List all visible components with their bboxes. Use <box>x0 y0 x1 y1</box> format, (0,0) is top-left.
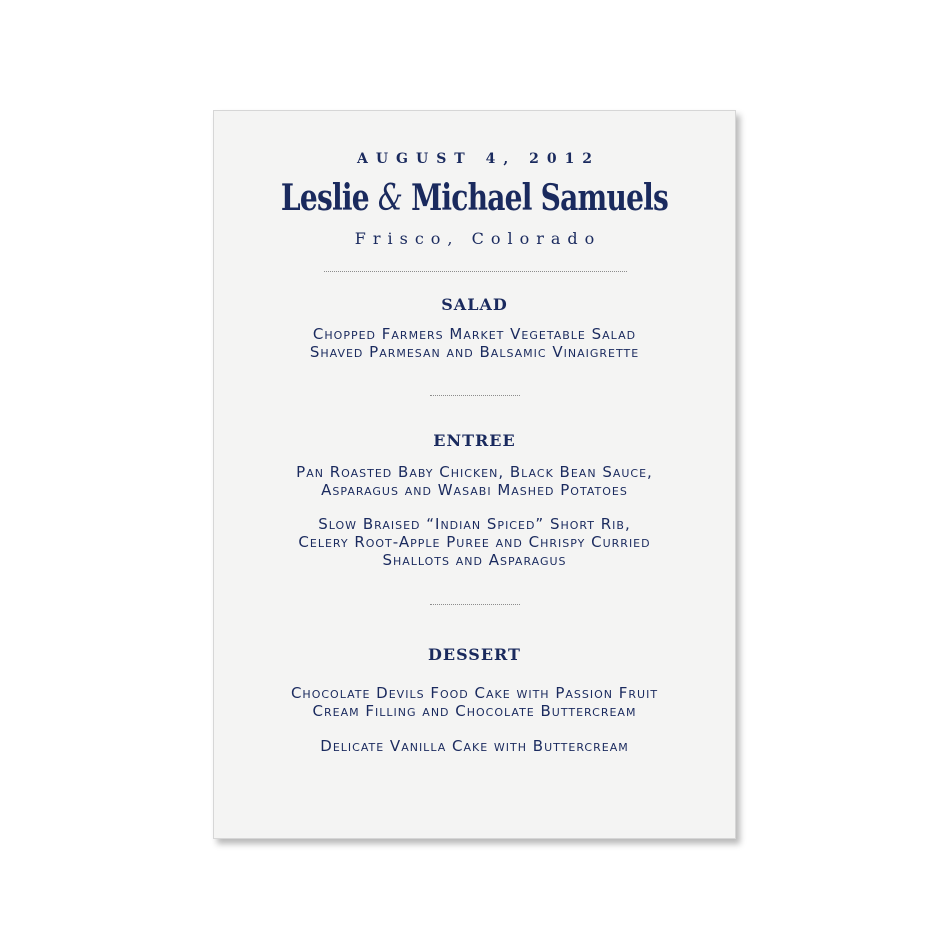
section-divider <box>430 395 520 396</box>
section-heading-entree: ENTREE <box>433 431 516 450</box>
name-rest: Michael Samuels <box>411 177 669 219</box>
section-divider <box>430 604 520 605</box>
menu-item-vanilla-cake: Delicate Vanilla Cake with Buttercream <box>320 737 629 755</box>
couple-names <box>271 175 677 222</box>
menu-card <box>213 110 736 839</box>
section-heading-salad: SALAD <box>441 295 508 314</box>
menu-item-chicken: Pan Roasted Baby Chicken, Black Bean Sauce, Asparagus and Wasabi Mashed Potatoes <box>296 463 653 499</box>
ampersand: & <box>377 178 403 219</box>
name-first: Leslie <box>280 177 369 219</box>
event-location: Frisco, Colorado <box>354 229 602 248</box>
menu-item-salad: Chopped Farmers Market Vegetable Salad Shaved Parmesan and Balsamic Vinaigrette <box>309 325 640 361</box>
event-date: AUGUST 4, 2012 <box>356 151 601 167</box>
menu-item-chocolate-cake: Chocolate Devils Food Cake with Passion Fruit Cream Filling and Chocolate Buttercream <box>290 684 659 720</box>
menu-item-short-rib: Slow Braised “Indian Spiced” Short Rib, Celery Root-Apple Puree and Chrispy Curried Shallots and Asparagus <box>298 515 651 569</box>
section-heading-dessert: DESSERT <box>428 645 521 664</box>
header-divider <box>324 271 627 272</box>
